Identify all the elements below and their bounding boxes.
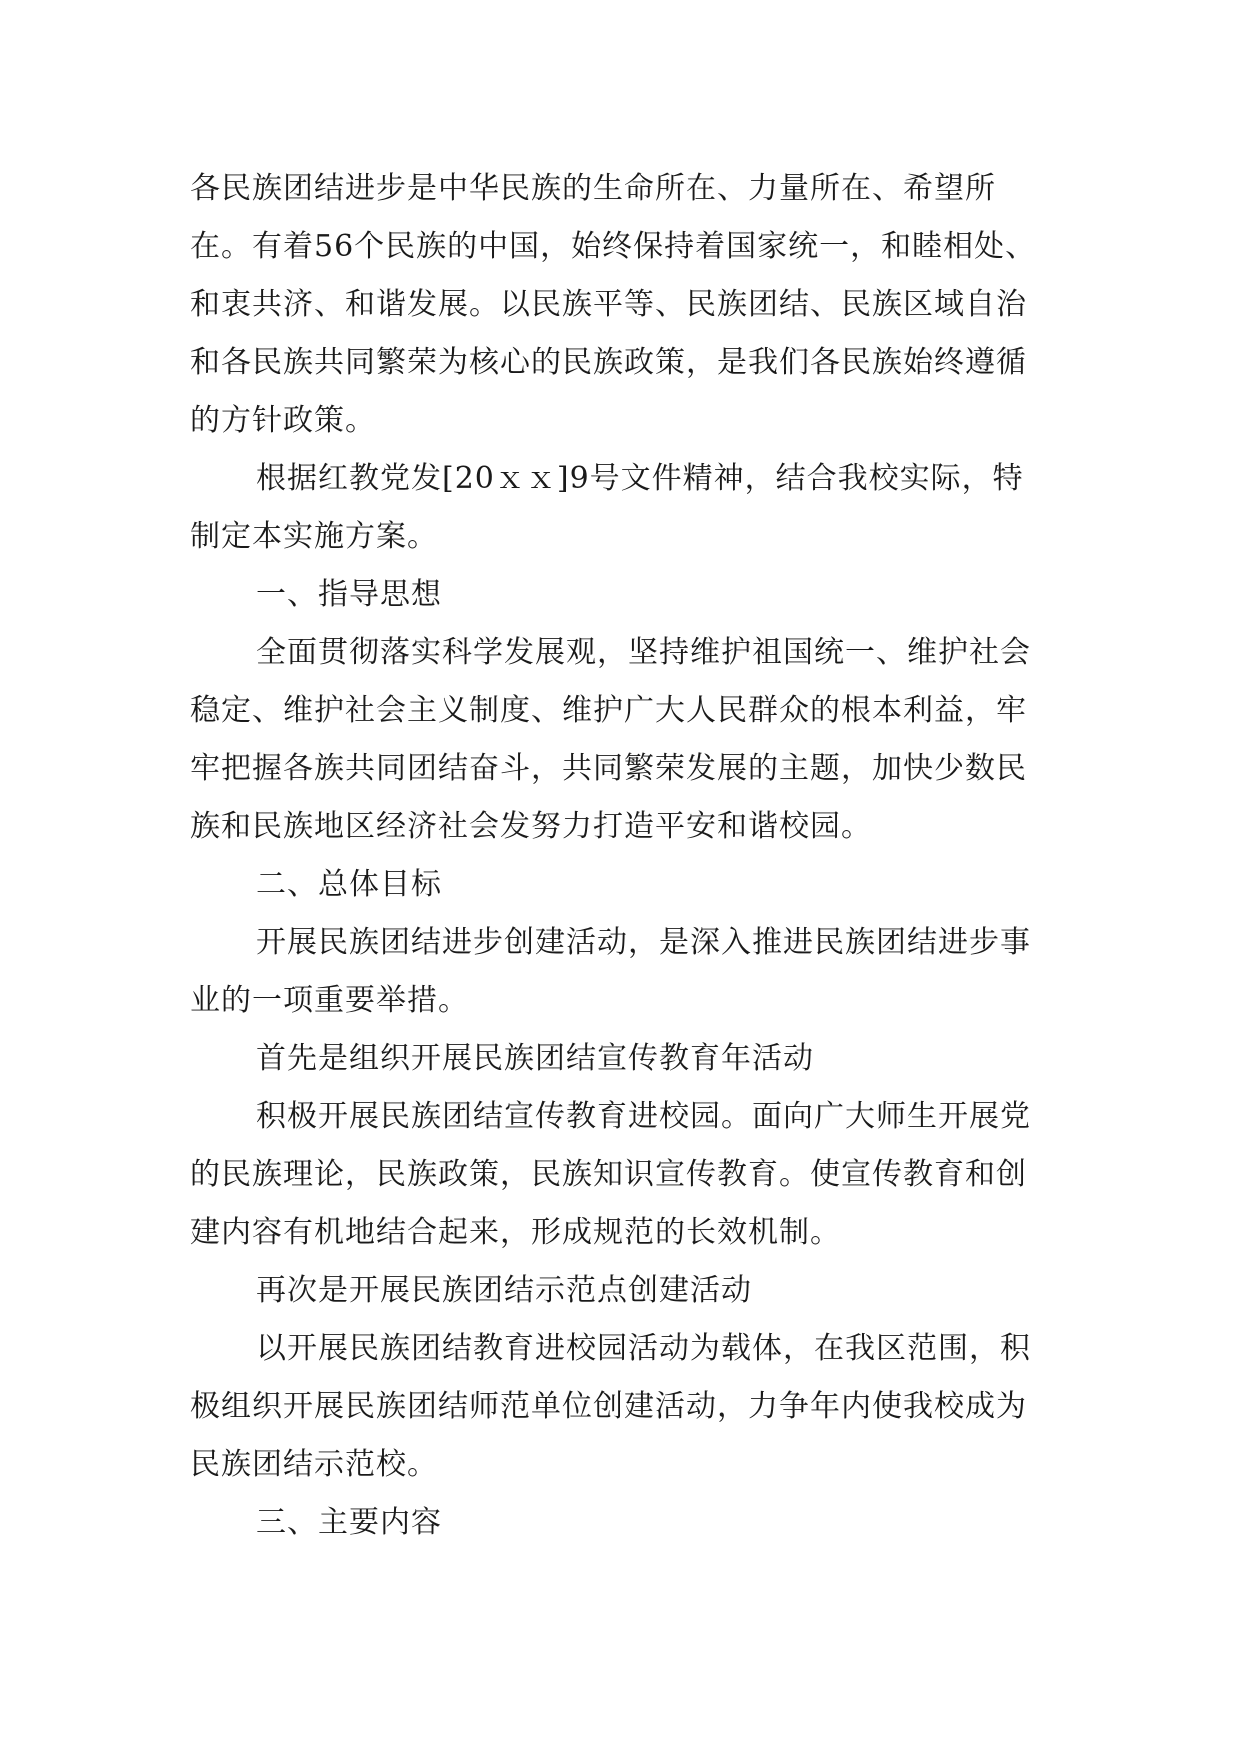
subheading-first: 首先是组织开展民族团结宣传教育年活动 xyxy=(256,1041,814,1076)
heading-overall-goal: 二、总体目标 xyxy=(256,867,442,902)
paragraph-first: 积极开展民族团结宣传教育进校园。面向广大师生开展党的民族理论，民族政策，民族知识宣传教育。使宣传教育和创建内容有机地结合起来，形成规范的长效机制。 xyxy=(190,1099,1031,1250)
paragraph-guiding-ideology: 全面贯彻落实科学发展观，坚持维护祖国统一、维护社会稳定、维护社会主义制度、维护广大人民群众的根本利益，牢牢把握各族共同团结奋斗，共同繁荣发展的主题，加快少数民族和民族地区经济社会发努力打造平安和谐校园。 xyxy=(190,635,1031,844)
paragraph-second: 以开展民族团结教育进校园活动为载体，在我区范围，积极组织开展民族团结师范单位创建活动，力争年内使我校成为民族团结示范校。 xyxy=(190,1331,1031,1482)
paragraph-basis: 根据红教党发[20ｘｘ]9号文件精神，结合我校实际，特制定本实施方案。 xyxy=(190,461,1024,554)
heading-main-content: 三、主要内容 xyxy=(256,1505,442,1540)
document-body xyxy=(190,160,1050,1552)
paragraph-overall-goal: 开展民族团结进步创建活动，是深入推进民族团结进步事业的一项重要举措。 xyxy=(190,925,1031,1018)
paragraph-intro: 各民族团结进步是中华民族的生命所在、力量所在、希望所在。有着56个民族的中国，始终保持着国家统一，和睦相处、和衷共济、和谐发展。以民族平等、民族团结、民族区域自治和各民族共同繁荣为核心的民族政策，是我们各民族始终遵循的方针政策。 xyxy=(190,171,1037,438)
heading-guiding-ideology: 一、指导思想 xyxy=(256,577,442,612)
subheading-second: 再次是开展民族团结示范点创建活动 xyxy=(256,1273,752,1308)
